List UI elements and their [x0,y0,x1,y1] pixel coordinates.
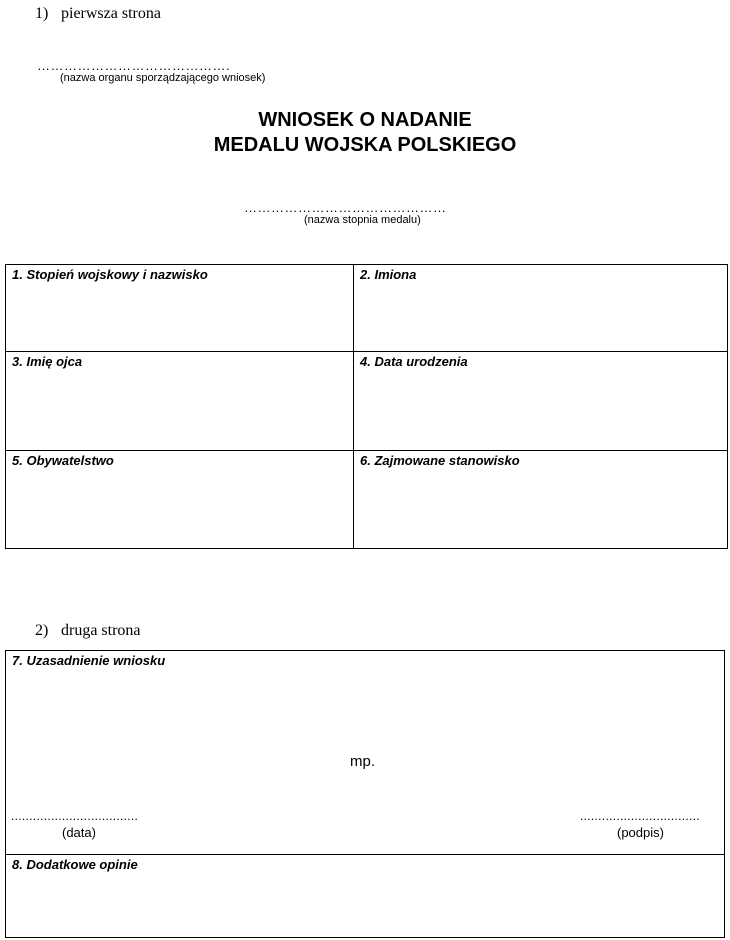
section-number: 1) [35,5,49,22]
field-label: 7. Uzasadnienie wniosku [12,653,166,668]
field-father-name[interactable] [6,352,353,450]
organ-name-caption: (nazwa organu sporządzającego wniosek) [60,72,266,84]
field-additional-opinions[interactable] [6,855,724,937]
section-title: druga strona [61,622,141,639]
section-heading-page2 [35,622,141,640]
document-title-line1: WNIOSEK O NADANIE [258,109,472,131]
medal-degree-line: ……………………………………… [244,200,447,215]
field-label: 4. Data urodzenia [360,354,468,369]
document-title-line2: MEDALU WOJSKA POLSKIEGO [213,134,517,156]
field-first-names[interactable] [354,265,727,351]
field-citizenship[interactable] [6,451,353,548]
section-title: pierwsza strona [61,5,161,22]
section-number: 2) [35,622,49,639]
field-label: 6. Zajmowane stanowisko [360,453,520,468]
field-label: 5. Obywatelstwo [12,453,114,468]
signature-caption: (podpis) [617,825,664,840]
date-line: ................................... [11,809,139,823]
field-label: 8. Dodatkowe opinie [12,857,138,872]
stamp-placeholder: mp. [350,753,376,770]
field-birth-date[interactable] [354,352,727,450]
field-rank-surname[interactable] [6,265,353,351]
signature-line: ................................. [580,809,700,823]
medal-degree-caption: (nazwa stopnia medalu) [304,214,421,226]
field-label: 3. Imię ojca [12,354,83,369]
field-label: 1. Stopień wojskowy i nazwisko [12,267,208,282]
personal-data-table [5,264,728,549]
field-label: 2. Imiona [360,267,417,282]
justification-table [5,650,725,938]
section-heading-page1 [35,5,161,23]
date-caption: (data) [62,825,96,840]
field-position[interactable] [354,451,727,548]
organ-name-line: ……………………………………. [37,58,231,73]
